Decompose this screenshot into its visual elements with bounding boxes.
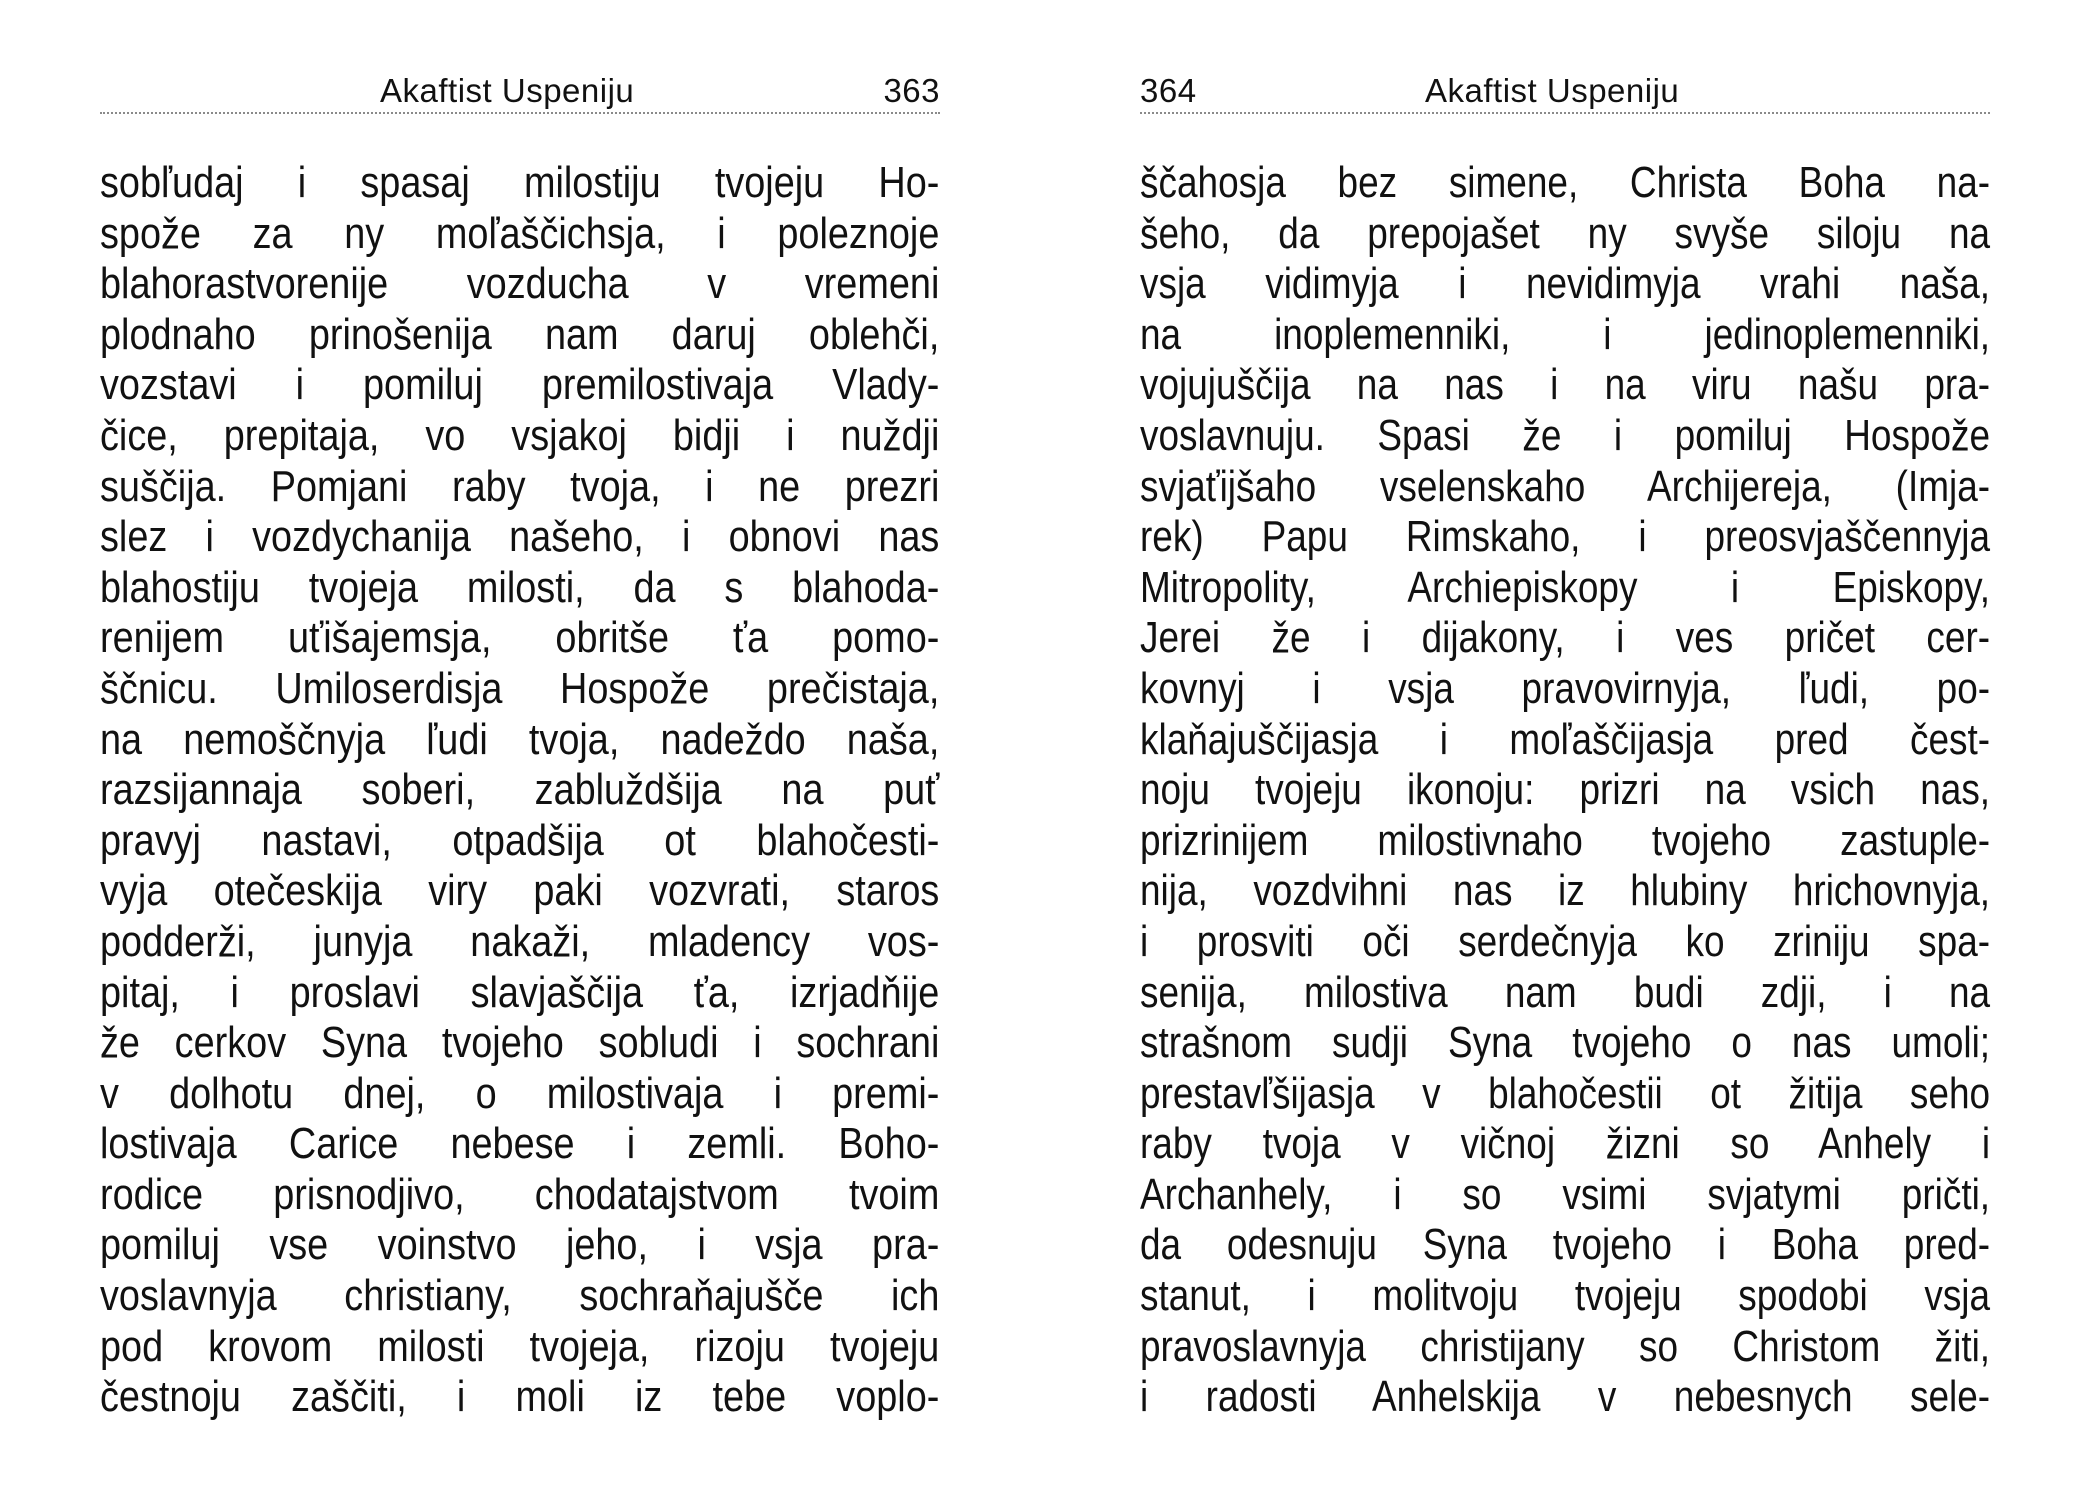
text-line: čestnoju zaščiti, i moli iz tebe voplo-	[100, 1372, 940, 1422]
text-line: Jerei že i dijakony, i ves pričet cer-	[1140, 613, 1991, 663]
text-line: pravyj nastavi, otpadšija ot blahočesti-	[100, 815, 940, 865]
text-line: blahostiju tvojeja milosti, da s blahoda-	[100, 562, 940, 612]
left-page-number: 363	[883, 72, 940, 109]
text-line: Archanhely, i so vsimi svjatymi pričti,	[1140, 1169, 1991, 1219]
text-line: i radosti Anhelskija v nebesnych sele-	[1140, 1372, 1991, 1422]
text-line: rodice prisnodjivo, chodatajstvom tvoim	[100, 1169, 940, 1219]
text-line: spože za ny moľaščichsja, i poleznoje	[100, 208, 940, 258]
right-body-text	[1140, 158, 1990, 1423]
left-page	[100, 0, 940, 1500]
right-running-head	[1140, 72, 1990, 116]
text-line: v dolhotu dnej, o milostivaja i premi-	[100, 1068, 940, 1118]
text-line: že cerkov Syna tvojeho sobludi i sochrani	[100, 1018, 940, 1068]
text-line: prestavľšijasja v blahočestii ot žitija seho	[1140, 1068, 1991, 1118]
text-line: pitaj, i proslavi slavjaščija ťa, izrjadňije	[100, 967, 940, 1017]
text-line: Mitropolity, Archiepiskopy i Episkopy,	[1140, 562, 1991, 612]
text-line: nija, vozdvihni nas iz hlubiny hrichovnyja,	[1140, 866, 1991, 916]
text-line: ščnicu. Umiloserdisja Hospože prečistaja,	[100, 663, 940, 713]
text-line: vyja otečeskija viry paki vozvrati, staros	[100, 866, 940, 916]
left-body-text	[100, 158, 940, 1423]
text-line: vsja vidimyja i nevidimyja vrahi naša,	[1140, 259, 1991, 309]
text-line: podderži, junyja nakaži, mladency vos-	[100, 916, 940, 966]
right-page	[1140, 0, 1990, 1500]
text-line: suščija. Pomjani raby tvoja, i ne prezri	[100, 461, 940, 511]
text-line: razsijannaja soberi, zabluždšija na puť	[100, 765, 940, 815]
text-line: svjaťijšaho vselenskaho Archijereja, (Imja-	[1140, 461, 1991, 511]
text-line: ščahosja bez simene, Christa Boha na-	[1140, 158, 1991, 207]
text-line: sobľudaj i spasaj milostiju tvojeju Ho-	[100, 158, 940, 207]
text-line: šeho, da prepojašet ny svyše siloju na	[1140, 208, 1991, 258]
text-line: blahorastvorenije vozducha v vremeni	[100, 259, 940, 309]
left-header-rule	[100, 112, 940, 114]
text-line: renijem uťišajemsja, obritše ťa pomo-	[100, 613, 940, 663]
text-line: slez i vozdychanija našeho, i obnovi nas	[100, 512, 940, 562]
text-line: da odesnuju Syna tvojeho i Boha pred-	[1140, 1220, 1991, 1270]
text-line: vojujuščija na nas i na viru našu pra-	[1140, 360, 1991, 410]
text-line: lostivaja Carice nebese i zemli. Boho-	[100, 1119, 940, 1169]
text-line: pomiluj vse voinstvo jeho, i vsja pra-	[100, 1220, 940, 1270]
text-line: rek) Papu Rimskaho, i preosvjaščennyja	[1140, 512, 1991, 562]
text-line: strašnom sudji Syna tvojeho o nas umoli;	[1140, 1018, 1991, 1068]
text-line: plodnaho prinošenija nam daruj oblehči,	[100, 309, 940, 359]
text-line: raby tvoja v vičnoj žizni so Anhely i	[1140, 1119, 1991, 1169]
text-line: vozstavi i pomiluj premilostivaja Vlady-	[100, 360, 940, 410]
right-header-rule	[1140, 112, 1990, 114]
right-page-number: 364	[1140, 72, 1197, 109]
right-running-title: Akaftist Uspeniju	[1425, 72, 1680, 109]
text-line: senija, milostiva nam budi zdji, i na	[1140, 967, 1991, 1017]
text-line: pravoslavnyja christijany so Christom žiti,	[1140, 1321, 1991, 1371]
text-line: na inoplemenniki, i jedinoplemenniki,	[1140, 309, 1991, 359]
text-line: voslavnyja christiany, sochraňajušče ich	[100, 1271, 940, 1321]
text-line: na nemoščnyja ľudi tvoja, nadeždo naša,	[100, 714, 940, 764]
left-running-title: Akaftist Uspeniju	[380, 72, 635, 109]
text-line: čice, prepitaja, vo vsjakoj bidji i nuždji	[100, 410, 940, 460]
left-running-head	[100, 72, 940, 116]
text-line: pod krovom milosti tvojeja, rizoju tvojeju	[100, 1321, 940, 1371]
text-line: klaňajuščijasja i moľaščijasja pred čest-	[1140, 714, 1991, 764]
text-line: prizrinijem milostivnaho tvojeho zastuple-	[1140, 815, 1991, 865]
text-line: voslavnuju. Spasi že i pomiluj Hospože	[1140, 410, 1991, 460]
text-line: noju tvojeju ikonoju: prizri na vsich nas,	[1140, 765, 1991, 815]
text-line: stanut, i molitvoju tvojeju spodobi vsja	[1140, 1271, 1991, 1321]
text-line: kovnyj i vsja pravovirnyja, ľudi, po-	[1140, 663, 1991, 713]
text-line: i prosviti oči serdečnyja ko zriniju spa-	[1140, 916, 1991, 966]
